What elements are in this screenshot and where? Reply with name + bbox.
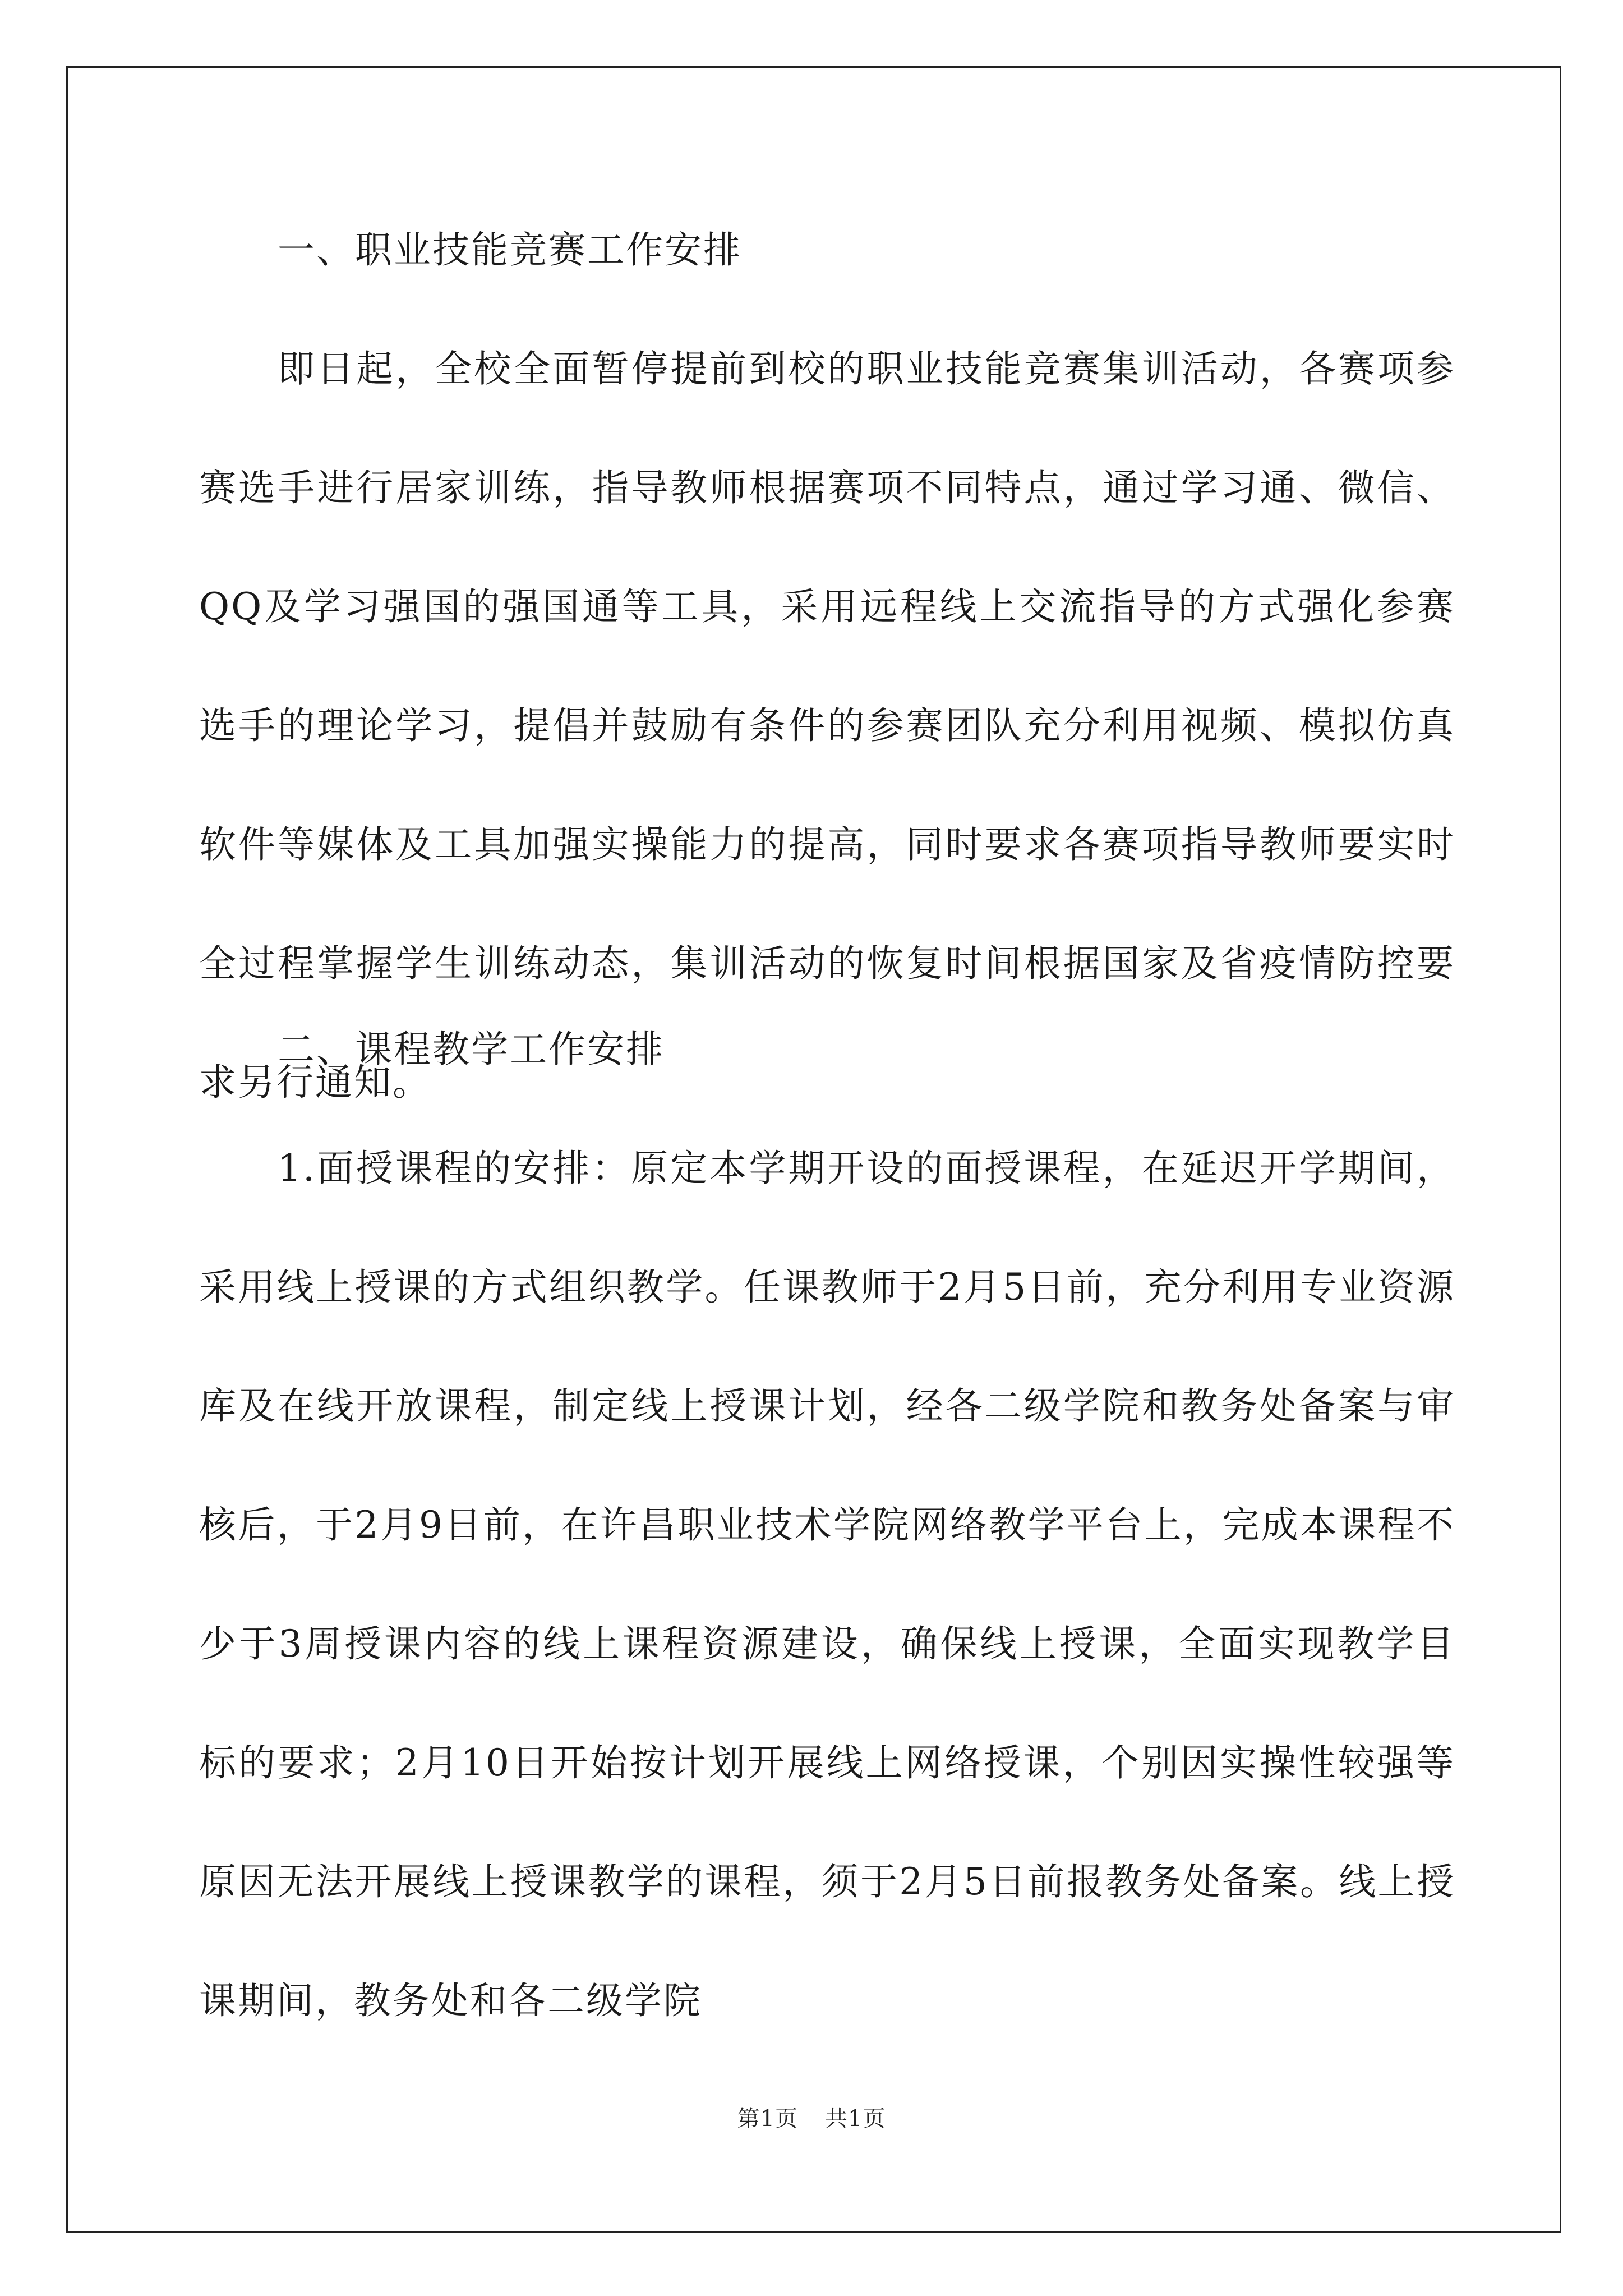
section2-body: 1.面授课程的安排：原定本学期开设的面授课程，在延迟开学期间，采用线上授课的方式组织教学。任课教师于2月5日前，充分利用专业资源库及在线开放课程，制定线上授课计划，经各二级学院和教务处备案与审核后，于2月9日前，在许昌职业技术学院网络教学平台上，完成本课程不少于3周授课内容的线上课程资源建设，确保线上授课，全面实现教学目标的要求；2月10日开始按计划开展线上网络授课，个别因实操性较强等原因无法开展线上授课教学的课程，须于2月5日前报教务处备案。线上授课期间，教务处和各二级学院 xyxy=(199,1147,1455,2022)
page-number-current: 第1页 xyxy=(737,2106,798,2132)
section1-heading: 一、职业技能竞赛工作安排 xyxy=(278,228,742,272)
page-footer xyxy=(0,2101,1623,2133)
page-number-total: 共1页 xyxy=(825,2106,886,2132)
section1-body: 即日起，全校全面暂停提前到校的职业技能竞赛集训活动，各赛项参赛选手进行居家训练，指导教师根据赛项不同特点，通过学习通、微信、QQ及学习强国的强国通等工具，采用远程线上交流指导的方式强化参赛选手的理论学习，提倡并鼓励有条件的参赛团队充分利用视频、模拟仿真软件等媒体及工具加强实操能力的提高，同时要求各赛项指导教师要实时全过程掌握学生训练动态，集训活动的恢复时间根据国家及省疫情防控要求另行通知。 xyxy=(199,347,1455,1104)
section2-heading: 二、课程教学工作安排 xyxy=(278,1028,665,1071)
